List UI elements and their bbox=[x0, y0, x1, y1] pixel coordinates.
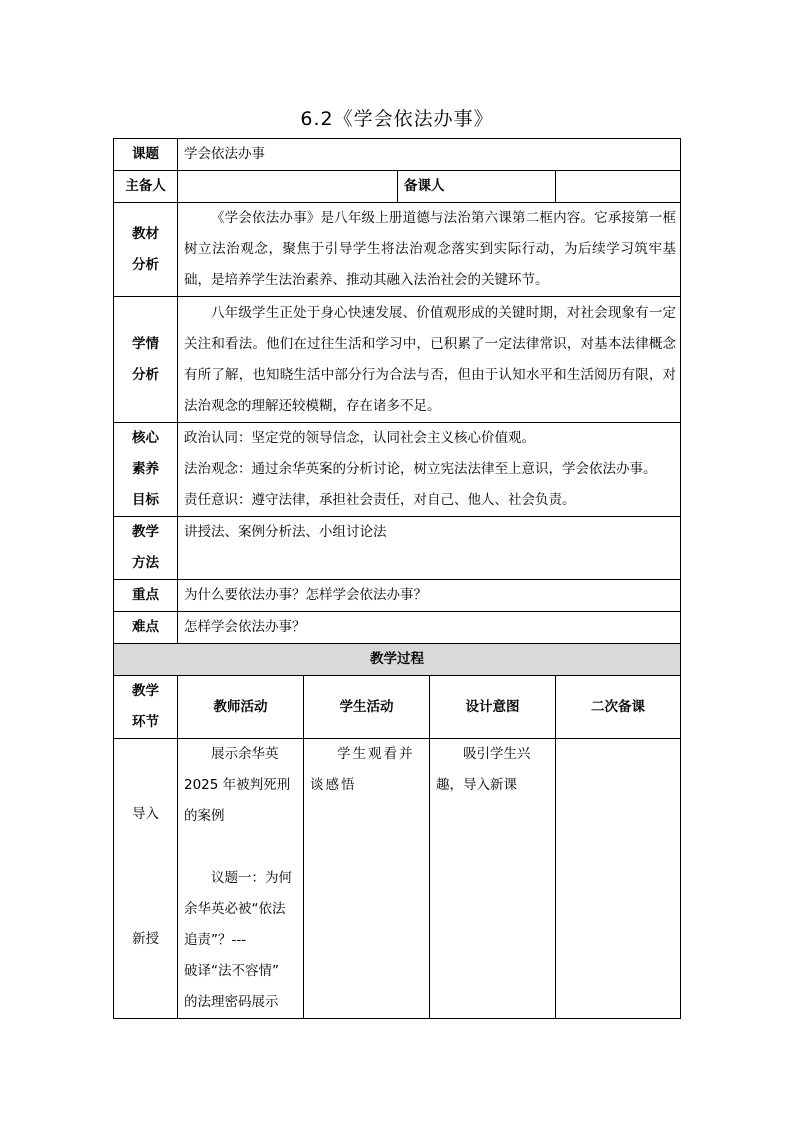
key-label: 重点 bbox=[114, 580, 178, 612]
key-value: 为什么要依法办事？怎样学会依法办事？ bbox=[178, 580, 681, 612]
core-goal-responsibility: 责任意识：遵守法律，承担社会责任，对自己、他人、社会负责。 bbox=[184, 492, 576, 508]
row-difficult bbox=[114, 612, 681, 644]
lesson-plan-table bbox=[113, 138, 681, 1019]
row-process-body bbox=[114, 739, 681, 1019]
row-students bbox=[114, 297, 681, 423]
method-label-line1: 教学 bbox=[132, 524, 159, 540]
second-prep-header: 二次备课 bbox=[556, 676, 681, 739]
students-label-line2: 分析 bbox=[132, 366, 159, 383]
teacher-line-8: 破译“法不容情” bbox=[184, 963, 279, 979]
stage-cell bbox=[114, 739, 178, 1019]
co-preparer-value bbox=[556, 171, 681, 203]
row-process-section bbox=[114, 644, 681, 676]
textbook-label-line2: 分析 bbox=[132, 256, 159, 273]
student-activity-header: 学生活动 bbox=[304, 676, 430, 739]
topic-label: 课题 bbox=[114, 139, 178, 171]
students-analysis-cell bbox=[178, 297, 681, 423]
stage-new: 新授 bbox=[132, 931, 159, 947]
co-preparer-label: 备课人 bbox=[398, 171, 556, 203]
textbook-label bbox=[114, 203, 178, 297]
teacher-line-9: 的法理密码展示 bbox=[184, 994, 279, 1010]
preparer-label: 主备人 bbox=[114, 171, 178, 203]
stage-header-line1: 教学 bbox=[132, 683, 159, 699]
design-intent-header: 设计意图 bbox=[430, 676, 556, 739]
row-textbook bbox=[114, 203, 681, 297]
row-core bbox=[114, 423, 681, 517]
teacher-line-2: 2025 年被判死刑 bbox=[184, 777, 291, 793]
student-activity-cell bbox=[304, 739, 430, 1019]
core-label bbox=[114, 423, 178, 517]
teacher-line-6: 余华英必被“依法 bbox=[184, 901, 286, 917]
difficult-label: 难点 bbox=[114, 612, 178, 644]
students-analysis-text: 八年级学生正处于身心快速发展、价值观形成的关键时期，对社会现象有一定关注和看法。他们在过往生活和学习中，已积累了一定法律常识，对基本法律概念有所了解，也知晓生活中部分行为合法与否，但由于认知水平和生活阅历有限，对法治观念的理解还较模糊，存在诸多不足。 bbox=[184, 304, 677, 414]
row-method bbox=[114, 517, 681, 580]
student-activity-text: 学生观看并谈感悟 bbox=[310, 746, 415, 793]
core-goals-cell bbox=[178, 423, 681, 517]
stage-intro: 导入 bbox=[132, 806, 159, 822]
core-label-line2: 素养 bbox=[132, 461, 159, 477]
textbook-label-line1: 教材 bbox=[132, 225, 159, 242]
design-intent-text: 吸引学生兴趣，导入新课 bbox=[436, 746, 531, 793]
method-label bbox=[114, 517, 178, 580]
second-prep-cell bbox=[556, 739, 681, 1019]
students-label bbox=[114, 297, 178, 423]
teacher-line-7: 追责”？--- bbox=[184, 932, 247, 948]
page-title: 6.2《学会依法办事》 bbox=[300, 108, 494, 130]
teacher-line-5: 议题一：为何 bbox=[211, 870, 292, 886]
teacher-activity-header: 教师活动 bbox=[178, 676, 304, 739]
core-goal-law: 法治观念：通过余华英案的分析讨论，树立宪法法律至上意识，学会依法办事。 bbox=[184, 461, 657, 477]
row-preparer bbox=[114, 171, 681, 203]
teacher-activity-cell bbox=[178, 739, 304, 1019]
row-key bbox=[114, 580, 681, 612]
method-label-line2: 方法 bbox=[132, 555, 159, 571]
textbook-analysis-cell bbox=[178, 203, 681, 297]
students-label-line1: 学情 bbox=[132, 335, 159, 352]
design-intent-cell bbox=[430, 739, 556, 1019]
topic-value: 学会依法办事 bbox=[178, 139, 681, 171]
teacher-line-3: 的案例 bbox=[184, 808, 225, 824]
core-goal-political: 政治认同：坚定党的领导信念，认同社会主义核心价值观。 bbox=[184, 430, 535, 446]
textbook-analysis-text: 《学会依法办事》是八年级上册道德与法治第六课第二框内容。它承接第一框树立法治观念，聚焦于引导学生将法治观念落实到实际行动，为后续学习筑牢基础，是培养学生法治素养、推动其融入法治社会的关键环节。 bbox=[184, 210, 677, 288]
core-label-line3: 目标 bbox=[132, 492, 159, 508]
stage-header-line2: 环节 bbox=[132, 714, 159, 730]
difficult-value: 怎样学会依法办事？ bbox=[178, 612, 681, 644]
row-process-headers bbox=[114, 676, 681, 739]
teacher-line-1: 展示余华英 bbox=[211, 746, 279, 762]
core-label-line1: 核心 bbox=[132, 430, 159, 446]
preparer-value bbox=[178, 171, 398, 203]
method-value: 讲授法、案例分析法、小组讨论法 bbox=[178, 517, 681, 580]
row-topic bbox=[114, 139, 681, 171]
stage-header bbox=[114, 676, 178, 739]
teacher-line-4 bbox=[184, 832, 297, 863]
process-section-title: 教学过程 bbox=[114, 644, 681, 676]
